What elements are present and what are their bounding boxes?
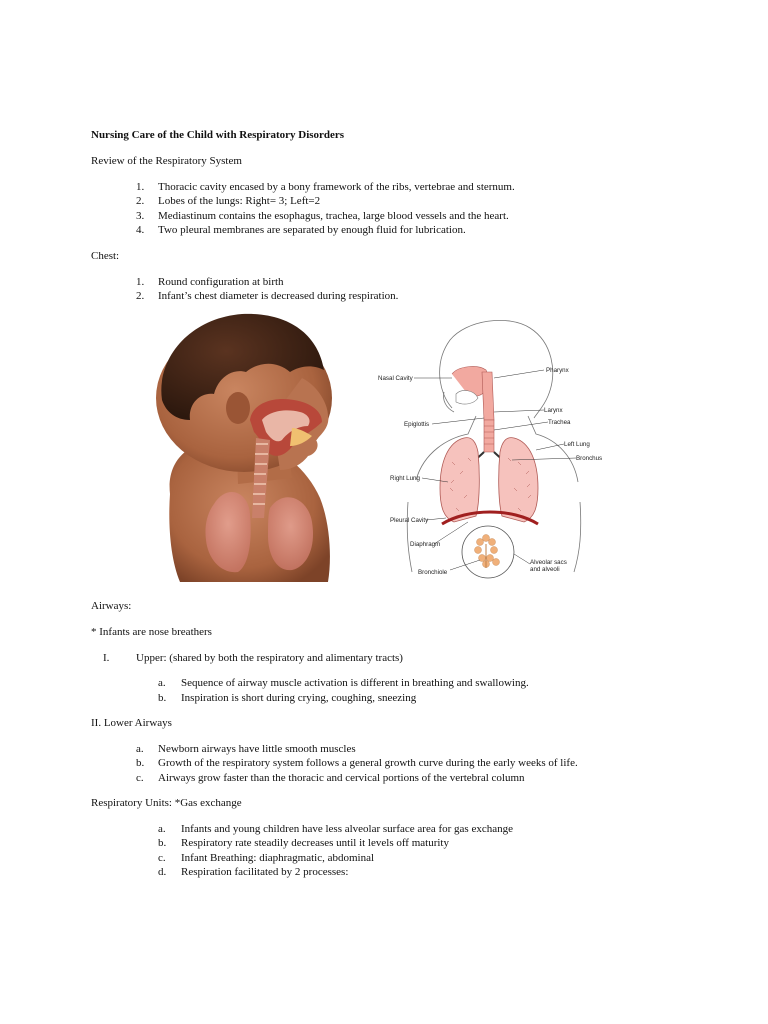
list-item: Inspiration is short during crying, coughing, sneezing bbox=[181, 692, 417, 704]
list-item: Respiration facilitated by 2 processes: bbox=[181, 866, 349, 878]
list-marker: d. bbox=[158, 866, 167, 878]
label-bronchus: Bronchus bbox=[576, 455, 603, 462]
list-marker: b. bbox=[158, 692, 167, 704]
review-heading: Review of the Respiratory System bbox=[91, 155, 242, 167]
list-marker: a. bbox=[136, 743, 144, 755]
label-trachea: Trachea bbox=[548, 419, 571, 426]
list-item: Newborn airways have little smooth muscles bbox=[158, 743, 356, 755]
list-marker: a. bbox=[158, 823, 166, 835]
list-marker: 2. bbox=[136, 195, 145, 207]
upper-airways-heading: Upper: (shared by both the respiratory and alimentary tracts) bbox=[136, 652, 403, 664]
airways-heading: Airways: bbox=[91, 600, 132, 612]
list-item: Growth of the respiratory system follows a general growth curve during the early weeks of life. bbox=[158, 757, 578, 769]
label-alveolar-sacs: Alveolar sacs bbox=[530, 559, 567, 566]
list-item: Round configuration at birth bbox=[158, 276, 284, 288]
list-marker: c. bbox=[158, 852, 166, 864]
label-nasal-cavity: Nasal Cavity bbox=[378, 375, 413, 382]
respiratory-system-diagram bbox=[368, 312, 603, 582]
document-title: Nursing Care of the Child with Respiratory Disorders bbox=[91, 129, 345, 141]
list-item: Infant Breathing: diaphragmatic, abdominal bbox=[181, 852, 375, 864]
list-item: Sequence of airway muscle activation is different in breathing and swallowing. bbox=[181, 677, 529, 689]
list-item: Respiratory rate steadily decreases until it levels off maturity bbox=[181, 837, 449, 849]
list-item: Mediastinum contains the esophagus, trachea, large blood vessels and the heart. bbox=[158, 210, 509, 222]
label-right-lung: Right Lung bbox=[390, 475, 420, 482]
lower-airways-heading: II. Lower Airways bbox=[91, 717, 172, 729]
list-marker: b. bbox=[158, 837, 167, 849]
respiratory-units-heading: Respiratory Units: *Gas exchange bbox=[91, 797, 242, 809]
list-item: Airways grow faster than the thoracic and cervical portions of the vertebral column bbox=[158, 772, 525, 784]
list-marker: I. bbox=[103, 652, 110, 664]
label-pharynx: Pharynx bbox=[546, 367, 569, 374]
list-marker: 1. bbox=[136, 276, 145, 288]
list-item: Infant’s chest diameter is decreased during respiration. bbox=[158, 290, 399, 302]
label-epiglottis: Epiglottis bbox=[404, 421, 430, 428]
label-left-lung: Left Lung bbox=[564, 441, 590, 448]
label-larynx: Larynx bbox=[544, 407, 563, 414]
label-bronchiole: Bronchiole bbox=[418, 569, 448, 576]
list-item: Two pleural membranes are separated by enough fluid for lubrication. bbox=[158, 224, 466, 236]
list-marker: 3. bbox=[136, 210, 145, 222]
list-item: Thoracic cavity encased by a bony framework of the ribs, vertebrae and sternum. bbox=[158, 181, 515, 193]
chest-heading: Chest: bbox=[91, 250, 120, 262]
infant-airway-illustration bbox=[152, 308, 334, 590]
airways-note: * Infants are nose breathers bbox=[91, 626, 212, 638]
list-marker: c. bbox=[136, 772, 144, 784]
list-marker: 2. bbox=[136, 290, 145, 302]
label-alveoli: and alveoli bbox=[530, 566, 560, 573]
label-pleural-cavity: Pleural Cavity bbox=[390, 517, 429, 524]
list-marker: a. bbox=[158, 677, 166, 689]
list-marker: 4. bbox=[136, 224, 145, 236]
list-item: Lobes of the lungs: Right= 3; Left=2 bbox=[158, 195, 321, 207]
label-diaphragm: Diaphragm bbox=[410, 541, 441, 548]
list-marker: 1. bbox=[136, 181, 145, 193]
list-item: Infants and young children have less alveolar surface area for gas exchange bbox=[181, 823, 513, 835]
list-marker: b. bbox=[136, 757, 145, 769]
